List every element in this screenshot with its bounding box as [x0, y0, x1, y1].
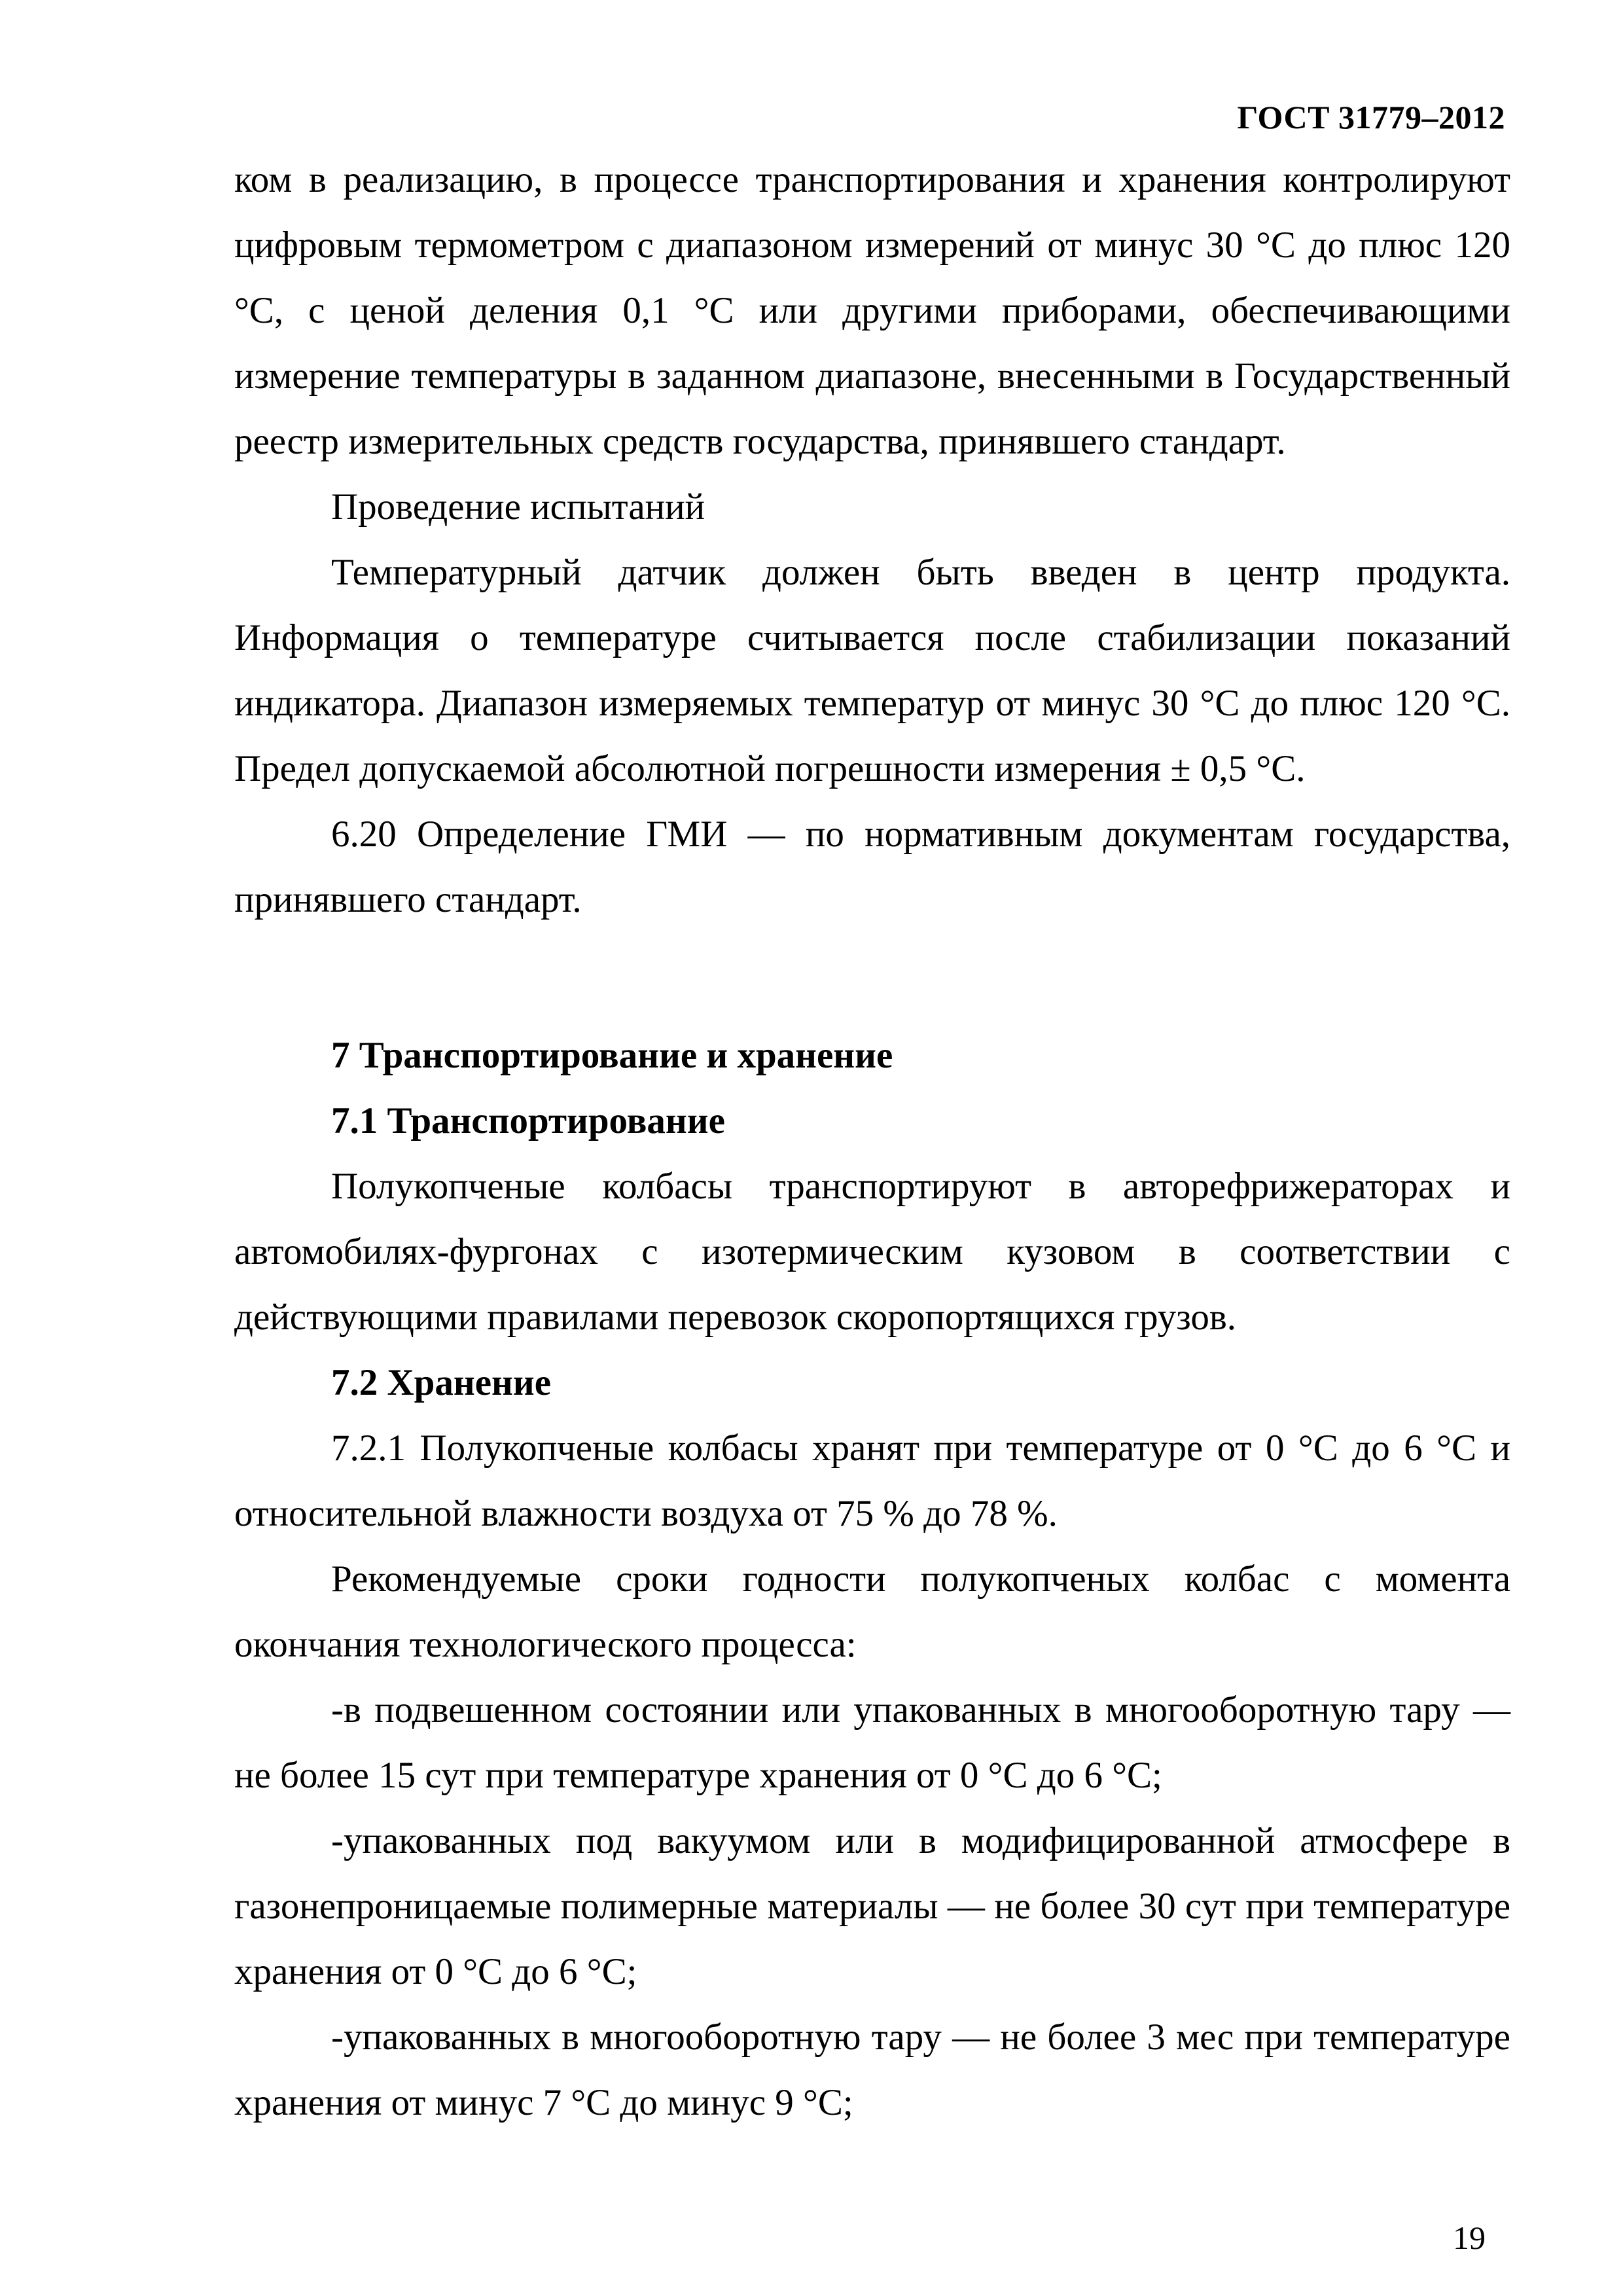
paragraph-6-20: 6.20 Определение ГМИ — по нормативным документам государства, принявшего стандарт. — [234, 814, 1510, 920]
paragraph-transport: Полукопченые колбасы транспортируют в авторефрижераторах и автомобилях-фургонах с изотермическим кузовом в соответствии с действующими правилами перевозок скоропортящихся грузов. — [234, 1166, 1510, 1338]
list-item-reusable-container: -упакованных в многооборотную тару — не более 3 мес при температуре хранения от минус 7 °С до минус 9 °С; — [234, 2017, 1510, 2123]
page-number: 19 — [1453, 2219, 1486, 2256]
paragraph-7-2-1: 7.2.1 Полукопченые колбасы хранят при температуре от 0 °С до 6 °С и относительной влажности воздуха от 75 % до 78 %. — [234, 1427, 1510, 1534]
document-body — [234, 147, 1510, 2136]
section-gap — [234, 933, 1510, 1023]
section-7-heading: 7 Транспортирование и хранение — [331, 1035, 893, 1076]
document-header: ГОСТ 31779–2012 — [1237, 99, 1505, 135]
list-item-vacuum: -упакованных под вакуумом или в модифицированной атмосфере в газонепроницаемые полимерные материалы — не более 30 сут при температуре хранения от 0 °С до 6 °С; — [234, 1820, 1510, 1992]
paragraph-test-procedure: Температурный датчик должен быть введен в центр продукта. Информация о температуре считывается после стабилизации показаний индикатора. Диапазон измеряемых температур от минус 30 °С до плюс 120 °С. Предел допускаемой абсолютной погрешности измерения ± 0,5 °С. — [234, 552, 1510, 789]
list-item-suspended: -в подвешенном состоянии или упакованных в многооборотную тару — не более 15 сут при температуре хранения от 0 °С до 6 °С; — [234, 1689, 1510, 1796]
paragraph-thermometer: ком в реализацию, в процессе транспортирования и хранения контролируют цифровым термометром с диапазоном измерений от минус 30 °С до плюс 120 °С, с ценой деления 0,1 °С или другими приборами, обеспечивающими измерение температуры в заданном диапазоне, внесенными в Государственный реестр измерительных средств государства, принявшего стандарт. — [234, 159, 1510, 462]
paragraph-shelf-life: Рекомендуемые сроки годности полукопченых колбас с момента окончания технологического процесса: — [234, 1558, 1510, 1665]
paragraph-test-title: Проведение испытаний — [331, 486, 705, 528]
section-7-1-heading: 7.1 Транспортирование — [331, 1100, 725, 1141]
section-7-2-heading: 7.2 Хранение — [331, 1362, 551, 1403]
